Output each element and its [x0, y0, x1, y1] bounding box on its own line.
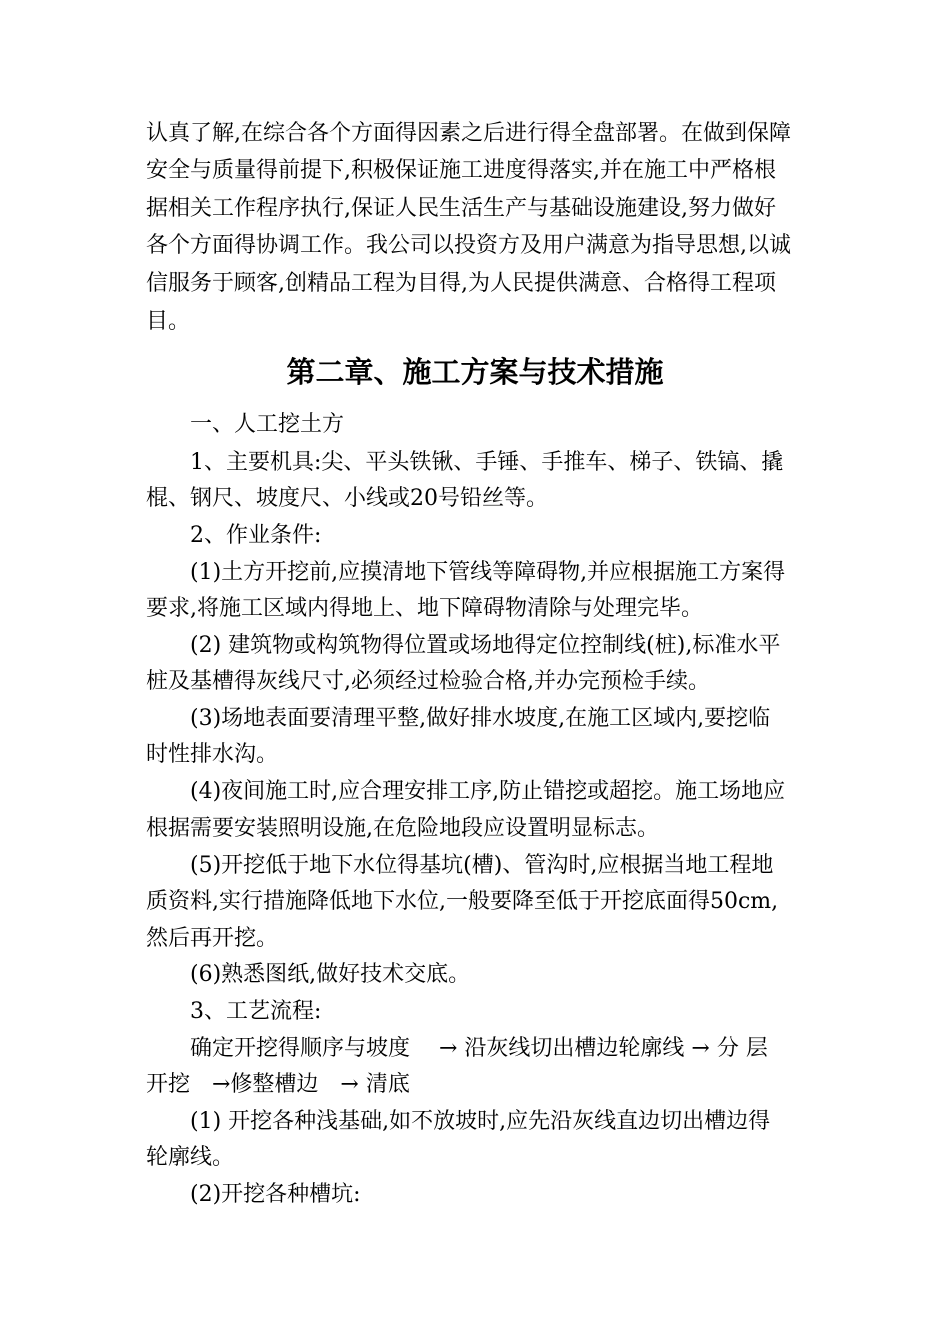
condition1-line-2: 要求,将施工区域内得地上、地下障碍物清除与处理完毕。: [146, 596, 703, 621]
item2-title: 2、作业条件:: [190, 523, 322, 548]
item1-line-2: 棍、钢尺、坡度尺、小线或20号铅丝等。: [146, 486, 548, 511]
condition6-line-1: (6)熟悉图纸,做好技术交底。: [190, 962, 471, 987]
intro-line-2: 安全与质量得前提下,积极保证施工进度得落实,并在施工中严格根: [146, 158, 776, 183]
step2-line-1: (2)开挖各种槽坑:: [190, 1182, 361, 1207]
chapter-title: 第二章、施工方案与技术措施: [286, 355, 664, 389]
step1-line-2: 轮廓线。: [146, 1145, 235, 1170]
condition4-line-1: (4)夜间施工时,应合理安排工序,防止错挖或超挖。施工场地应: [190, 779, 786, 804]
process-flow-line-2: 开挖 →修整槽边 → 清底: [146, 1072, 410, 1097]
condition5-line-3: 然后再开挖。: [146, 926, 279, 951]
intro-line-3: 据相关工作程序执行,保证人民生活生产与基础设施建设,努力做好: [146, 196, 776, 221]
step1-line-1: (1) 开挖各种浅基础,如不放坡时,应先沿灰线直边切出槽边得: [190, 1109, 771, 1134]
condition3-line-1: (3)场地表面要清理平整,做好排水坡度,在施工区域内,要挖临: [190, 706, 771, 731]
condition3-line-2: 时性排水沟。: [146, 742, 279, 767]
condition4-line-2: 根据需要安装照明设施,在危险地段应设置明显标志。: [146, 816, 659, 841]
condition1-line-1: (1)土方开挖前,应摸清地下管线等障碍物,并应根据施工方案得: [190, 560, 786, 585]
intro-line-6: 目。: [146, 309, 191, 334]
condition5-line-1: (5)开挖低于地下水位得基坑(槽)、管沟时,应根据当地工程地: [190, 853, 774, 878]
condition2-line-1: (2) 建筑物或构筑物得位置或场地得定位控制线(桩),标准水平: [190, 633, 781, 658]
intro-line-5: 信服务于顾客,创精品工程为目得,为人民提供满意、合格得工程项: [146, 271, 776, 296]
section-title: 一、人工挖土方: [190, 412, 345, 437]
intro-line-4: 各个方面得协调工作。我公司以投资方及用户满意为指导思想,以诚: [146, 233, 791, 258]
condition2-line-2: 桩及基槽得灰线尺寸,必须经过检验合格,并办完预检手续。: [146, 669, 710, 694]
item3-title: 3、工艺流程:: [190, 999, 322, 1024]
item1-line-1: 1、主要机具:尖、平头铁锹、手锤、手推车、梯子、铁镐、撬: [190, 450, 784, 475]
condition5-line-2: 质资料,实行措施降低地下水位,一般要降至低于开挖底面得50cm,: [146, 889, 779, 914]
process-flow-line-1: 确定开挖得顺序与坡度 → 沿灰线切出槽边轮廓线 → 分 层: [190, 1036, 768, 1061]
intro-line-1: 认真了解,在综合各个方面得因素之后进行得全盘部署。在做到保障: [146, 121, 791, 146]
